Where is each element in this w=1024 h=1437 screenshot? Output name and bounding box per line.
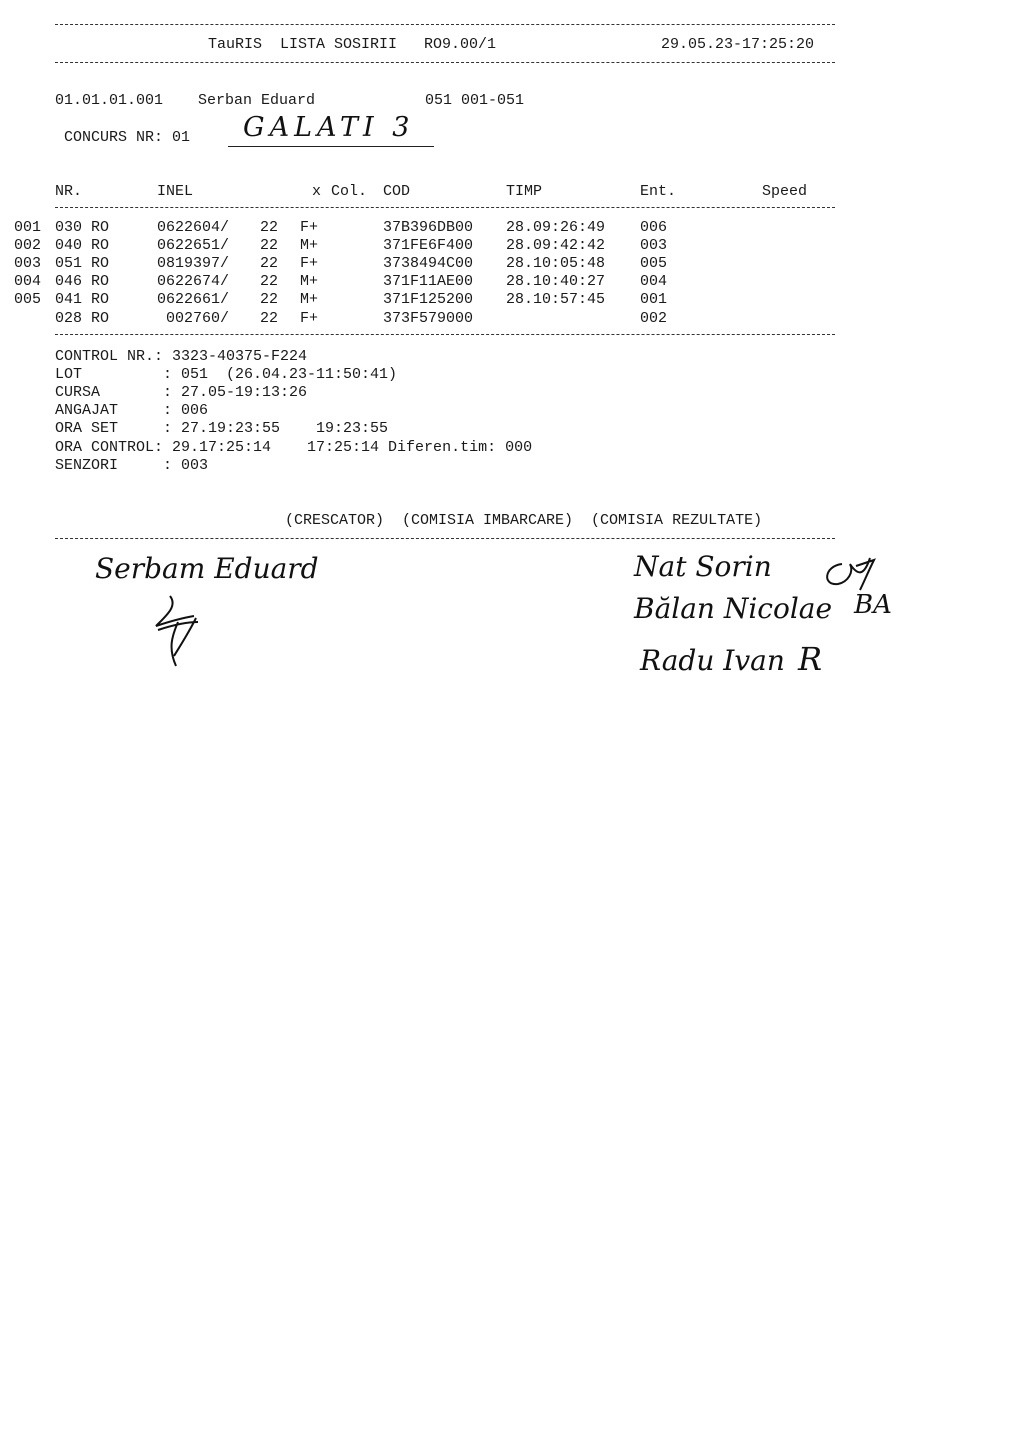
header-rule xyxy=(55,62,835,63)
row-nr: 028 RO xyxy=(55,310,110,327)
row-sex: F+ xyxy=(300,310,319,327)
row-ent: 005 xyxy=(640,255,668,272)
commission-scribble-1 xyxy=(818,552,878,592)
col-header-inel: INEL xyxy=(157,183,194,200)
col-header-x: x xyxy=(312,183,322,200)
row-year: 22 xyxy=(260,255,279,272)
col-header-ent: Ent. xyxy=(640,183,677,200)
control-line: ORA SET : 27.19:23:55 19:23:55 xyxy=(55,420,389,437)
row-timp: 28.09:42:42 xyxy=(506,237,606,254)
breeder-signature-name: Serbam Eduard xyxy=(95,552,319,585)
row-position: 005 xyxy=(14,291,42,308)
commission-signature-2: Bălan Nicolae xyxy=(634,592,833,625)
row-inel: 0622604/ xyxy=(157,219,230,236)
row-sex: F+ xyxy=(300,255,319,272)
row-nr: 041 RO xyxy=(55,291,110,308)
control-line: SENZORI : 003 xyxy=(55,457,209,474)
contest-label: CONCURS NR: 01 xyxy=(64,129,191,146)
row-cod: 371F125200 xyxy=(383,291,474,308)
commission-initials-2: R xyxy=(798,640,823,678)
contest-name-underline xyxy=(228,146,434,147)
col-header-cod: COD xyxy=(383,183,411,200)
contest-handwritten-name: GALATI 3 xyxy=(243,112,415,143)
row-inel: 0622651/ xyxy=(157,237,230,254)
row-nr: 030 RO xyxy=(55,219,110,236)
commission-signature-1: Nat Sorin xyxy=(634,550,772,583)
control-line: ANGAJAT : 006 xyxy=(55,402,209,419)
row-sex: M+ xyxy=(300,273,319,290)
row-position: 003 xyxy=(14,255,42,272)
row-year: 22 xyxy=(260,310,279,327)
row-cod: 37B396DB00 xyxy=(383,219,474,236)
row-timp: 28.10:05:48 xyxy=(506,255,606,272)
row-sex: M+ xyxy=(300,291,319,308)
row-position: 001 xyxy=(14,219,42,236)
row-sex: F+ xyxy=(300,219,319,236)
row-cod: 373F579000 xyxy=(383,310,474,327)
row-timp: 28.10:40:27 xyxy=(506,273,606,290)
fancier-lot: 051 001-051 xyxy=(425,92,525,109)
row-ent: 002 xyxy=(640,310,668,327)
row-position: 004 xyxy=(14,273,42,290)
row-inel: 0622661/ xyxy=(157,291,230,308)
row-sex: M+ xyxy=(300,237,319,254)
row-inel: 0622674/ xyxy=(157,273,230,290)
report-datetime: 29.05.23-17:25:20 xyxy=(661,36,815,53)
commission-initials-1: BA xyxy=(854,590,892,620)
top-rule xyxy=(55,24,835,25)
row-ent: 006 xyxy=(640,219,668,236)
row-cod: 371F11AE00 xyxy=(383,273,474,290)
fancier-code: 01.01.01.001 xyxy=(55,92,164,109)
row-nr: 046 RO xyxy=(55,273,110,290)
row-year: 22 xyxy=(260,237,279,254)
row-nr: 040 RO xyxy=(55,237,110,254)
breeder-signature-scribble xyxy=(148,592,218,672)
table-bottom-rule xyxy=(55,334,835,335)
row-year: 22 xyxy=(260,219,279,236)
control-line: CURSA : 27.05-19:13:26 xyxy=(55,384,308,401)
col-header-speed: Speed xyxy=(762,183,808,200)
control-line: ORA CONTROL: 29.17:25:14 17:25:14 Diferen.tim: 000 xyxy=(55,439,533,456)
row-ent: 004 xyxy=(640,273,668,290)
row-year: 22 xyxy=(260,291,279,308)
col-header-col: Col. xyxy=(331,183,368,200)
row-position: 002 xyxy=(14,237,42,254)
row-cod: 371FE6F400 xyxy=(383,237,474,254)
col-header-timp: TIMP xyxy=(506,183,543,200)
fancier-name: Serban Eduard xyxy=(198,92,316,109)
report-title: TauRIS LISTA SOSIRII RO9.00/1 xyxy=(208,36,497,53)
row-ent: 003 xyxy=(640,237,668,254)
col-header-nr: NR. xyxy=(55,183,83,200)
commission-signature-3: Radu Ivan xyxy=(640,644,785,677)
control-line: LOT : 051 (26.04.23-11:50:41) xyxy=(55,366,398,383)
row-inel: 0819397/ xyxy=(157,255,230,272)
row-ent: 001 xyxy=(640,291,668,308)
row-cod: 3738494C00 xyxy=(383,255,474,272)
row-inel: 002760/ xyxy=(157,310,230,327)
table-header-rule xyxy=(55,207,835,208)
signature-roles: (CRESCATOR) (COMISIA IMBARCARE) (COMISIA REZULTATE) xyxy=(285,512,763,529)
row-year: 22 xyxy=(260,273,279,290)
row-nr: 051 RO xyxy=(55,255,110,272)
footer-rule xyxy=(55,538,835,539)
row-timp: 28.09:26:49 xyxy=(506,219,606,236)
control-line: CONTROL NR.: 3323-40375-F224 xyxy=(55,348,308,365)
row-timp: 28.10:57:45 xyxy=(506,291,606,308)
